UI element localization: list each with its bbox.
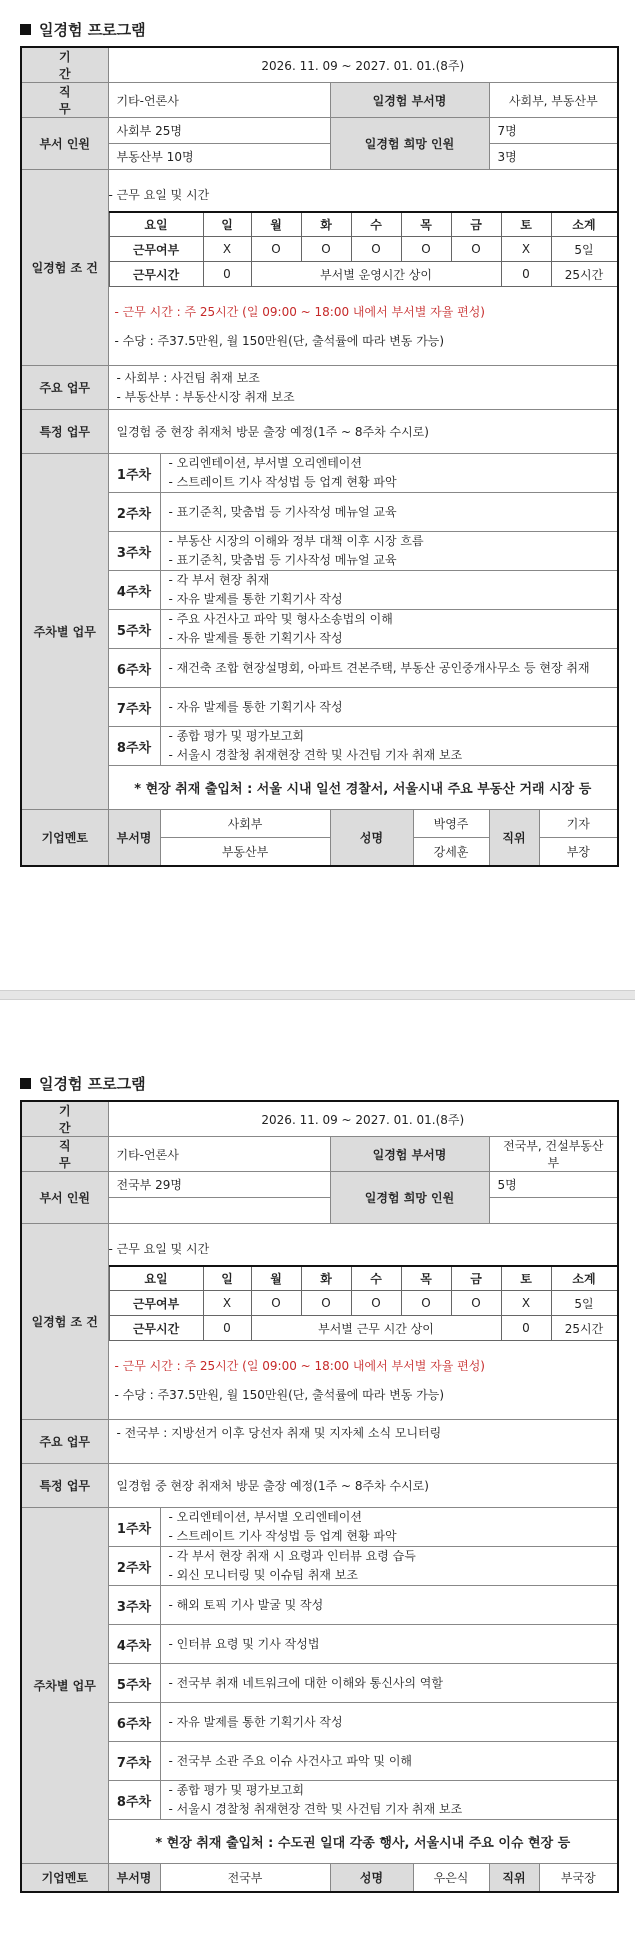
cond-title: - 근무 요일 및 시간 xyxy=(108,187,210,202)
program-table xyxy=(20,46,619,867)
hours-row xyxy=(109,1316,617,1341)
hours-mid: 부서별 운영시간 상이 xyxy=(251,262,501,287)
sched-head-5: 목 xyxy=(401,1266,451,1291)
week-label: 8주차 xyxy=(108,727,160,766)
work-row-label: 근무여부 xyxy=(109,237,203,262)
week-label: 5주차 xyxy=(108,610,160,649)
heading-text: 일경험 프로그램 xyxy=(39,20,146,39)
hours-total: 25시간 xyxy=(551,262,617,287)
sched-head-3: 화 xyxy=(301,1266,351,1291)
task-line: - 서울시 경찰청 취재현장 견학 및 사건팀 기자 취재 보조 xyxy=(168,748,463,762)
mentor-name-label: 성명 xyxy=(330,1864,413,1892)
period-value: 2026. 11. 09 ~ 2027. 01. 01.(8주) xyxy=(108,47,618,83)
sched-head-6: 금 xyxy=(451,1266,501,1291)
hope-value-2 xyxy=(489,1198,618,1224)
week-tasks xyxy=(160,1586,618,1625)
mentor-dept: 부동산부 xyxy=(160,838,330,866)
dept-value: 전국부, 건설부동산부 xyxy=(489,1137,618,1172)
task-line: - 인터뷰 요령 및 기사 작성법 xyxy=(168,1636,320,1651)
job-label: 직 무 xyxy=(21,83,108,118)
site-note: * 현장 취재 출입처 : 수도권 일대 각종 행사, 서울시내 주요 이슈 현장 등 xyxy=(108,1820,618,1864)
main-label: 주요 업무 xyxy=(21,1420,108,1464)
cond-cell xyxy=(108,170,618,366)
hours-mid: 부서별 근무 시간 상이 xyxy=(251,1316,501,1341)
week-label: 6주차 xyxy=(108,1703,160,1742)
task-line: - 자유 발제를 통한 기획기사 작성 xyxy=(168,631,343,645)
sched-head-7: 토 xyxy=(501,1266,551,1291)
week-label: 7주차 xyxy=(108,1742,160,1781)
main-duty: - 전국부 : 지방선거 이후 당선자 취재 및 지자체 소식 모니터링 xyxy=(116,1426,442,1440)
week-tasks xyxy=(160,688,618,727)
hope-value-1: 7명 xyxy=(489,118,618,144)
dept-label: 일경험 부서명 xyxy=(330,1137,489,1172)
hours-note: - 근무 시간 : 주 25시간 (일 09:00 ~ 18:00 내에서 부서별 자율 편성) xyxy=(114,305,485,320)
week-label: 4주차 xyxy=(108,1625,160,1664)
sched-head-2: 월 xyxy=(251,1266,301,1291)
hours-row xyxy=(109,262,617,287)
hours-row-label: 근무시간 xyxy=(109,262,203,287)
main-duties xyxy=(108,366,618,410)
mentor-name-label: 성명 xyxy=(330,810,413,866)
task-line: - 오리엔테이션, 부서별 오리엔테이션 xyxy=(168,456,362,470)
program-table xyxy=(20,1100,619,1893)
week-tasks xyxy=(160,1625,618,1664)
hope-value-2: 3명 xyxy=(489,144,618,170)
task-line: - 자유 발제를 통한 기획기사 작성 xyxy=(168,592,343,606)
mentor-pos-label: 직위 xyxy=(489,810,539,866)
staff-value-2 xyxy=(108,1198,330,1224)
task-line: - 표기준칙, 맞춤법 등 기사작성 메뉴얼 교육 xyxy=(168,504,397,519)
week-tasks xyxy=(160,1742,618,1781)
task-line: - 자유 발제를 통한 기획기사 작성 xyxy=(168,1714,343,1729)
week-tasks xyxy=(160,532,618,571)
mentor-pos-label: 직위 xyxy=(489,1864,539,1892)
work-cell: O xyxy=(451,1291,501,1316)
week-label: 2주차 xyxy=(108,1547,160,1586)
mentor-pos: 기자 xyxy=(539,810,618,838)
main-duties xyxy=(108,1420,618,1464)
work-cell: O xyxy=(301,237,351,262)
sched-head-4: 수 xyxy=(351,1266,401,1291)
week-tasks xyxy=(160,1703,618,1742)
staff-label: 부서 인원 xyxy=(21,118,108,170)
task-line: - 해외 토픽 기사 발굴 및 작성 xyxy=(168,1597,324,1612)
work-cell: O xyxy=(451,237,501,262)
square-bullet-icon xyxy=(20,24,31,35)
sched-head-7: 토 xyxy=(501,212,551,237)
work-cell: O xyxy=(301,1291,351,1316)
sched-head-1: 일 xyxy=(203,212,251,237)
task-line: - 각 부서 현장 취재 xyxy=(168,573,270,587)
work-cell: X xyxy=(501,237,551,262)
hours-sat: 0 xyxy=(501,262,551,287)
mentor-pos: 부국장 xyxy=(539,1864,618,1892)
cond-cell xyxy=(108,1224,618,1420)
mentor-dept: 사회부 xyxy=(160,810,330,838)
task-line: - 주요 사건사고 파악 및 형사소송법의 이해 xyxy=(168,612,393,626)
special-value: 일경험 중 현장 취재처 방문 출장 예정(1주 ~ 8주차 수시로) xyxy=(108,410,618,454)
hours-sun: 0 xyxy=(203,262,251,287)
task-line: - 종합 평가 및 평가보고회 xyxy=(168,1783,305,1797)
task-line: - 서울시 경찰청 취재현장 견학 및 사건팀 기자 취재 보조 xyxy=(168,1802,463,1816)
mentor-dept-label: 부서명 xyxy=(108,1864,160,1892)
cond-label: 일경험 조 건 xyxy=(21,1224,108,1420)
mentor-name: 박영주 xyxy=(413,810,489,838)
work-cell: O xyxy=(401,1291,451,1316)
work-cell: 5일 xyxy=(551,237,617,262)
square-bullet-icon xyxy=(20,1078,31,1089)
sched-head-0: 요일 xyxy=(109,212,203,237)
staff-value-1: 전국부 29명 xyxy=(108,1172,330,1198)
period-value: 2026. 11. 09 ~ 2027. 01. 01.(8주) xyxy=(108,1101,618,1137)
week-tasks xyxy=(160,571,618,610)
task-line: - 오리엔테이션, 부서별 오리엔테이션 xyxy=(168,1510,362,1524)
work-cell: O xyxy=(401,237,451,262)
pay-note: - 수당 : 주37.5만원, 월 150만원(단, 출석률에 따라 변동 가능) xyxy=(114,334,445,349)
schedule-head-row xyxy=(109,212,617,237)
main-duty: - 사회부 : 사건팀 취재 보조 xyxy=(116,370,260,385)
special-label: 특정 업무 xyxy=(21,410,108,454)
week-tasks xyxy=(160,493,618,532)
sched-head-5: 목 xyxy=(401,212,451,237)
week-tasks xyxy=(160,1547,618,1586)
task-line: - 재건축 조합 현장설명회, 아파트 견본주택, 부동산 공인중개사무소 등 현장 취재 xyxy=(168,660,590,675)
hours-row-label: 근무시간 xyxy=(109,1316,203,1341)
staff-value-1: 사회부 25명 xyxy=(108,118,330,144)
sched-head-1: 일 xyxy=(203,1266,251,1291)
hours-sat: 0 xyxy=(501,1316,551,1341)
special-value: 일경험 중 현장 취재처 방문 출장 예정(1주 ~ 8주차 수시로) xyxy=(108,1464,618,1508)
work-row xyxy=(109,237,617,262)
task-line: - 종합 평가 및 평가보고회 xyxy=(168,729,305,743)
work-cell: O xyxy=(351,1291,401,1316)
week-label: 1주차 xyxy=(108,1508,160,1547)
hours-note: - 근무 시간 : 주 25시간 (일 09:00 ~ 18:00 내에서 부서별 자율 편성) xyxy=(114,1359,485,1374)
schedule-table xyxy=(109,211,618,288)
page-divider xyxy=(0,990,635,1000)
site-note: * 현장 취재 출입처 : 서울 시내 일선 경찰서, 서울시내 주요 부동산 거래 시장 등 xyxy=(108,766,618,810)
mentor-pos: 부장 xyxy=(539,838,618,866)
week-label: 8주차 xyxy=(108,1781,160,1820)
task-line: - 표기준칙, 맞춤법 등 기사작성 메뉴얼 교육 xyxy=(168,553,397,567)
sched-head-2: 월 xyxy=(251,212,301,237)
task-line: - 자유 발제를 통한 기획기사 작성 xyxy=(168,699,343,714)
week-tasks xyxy=(160,454,618,493)
period-label: 기 간 xyxy=(21,47,108,83)
week-tasks xyxy=(160,1781,618,1820)
sched-head-4: 수 xyxy=(351,212,401,237)
mentor-dept: 전국부 xyxy=(160,1864,330,1892)
dept-value: 사회부, 부동산부 xyxy=(489,83,618,118)
pay-note: - 수당 : 주37.5만원, 월 150만원(단, 출석률에 따라 변동 가능) xyxy=(114,1388,445,1403)
program-heading xyxy=(20,1072,615,1094)
task-line: - 전국부 소관 주요 이슈 사건사고 파악 및 이해 xyxy=(168,1753,413,1768)
week-tasks xyxy=(160,610,618,649)
cond-title: - 근무 요일 및 시간 xyxy=(108,1241,210,1256)
week-label: 2주차 xyxy=(108,493,160,532)
sched-head-8: 소계 xyxy=(551,1266,617,1291)
sched-head-8: 소계 xyxy=(551,212,617,237)
sched-head-0: 요일 xyxy=(109,1266,203,1291)
task-line: - 외신 모니터링 및 이슈팀 취재 보조 xyxy=(168,1568,359,1582)
hours-sun: 0 xyxy=(203,1316,251,1341)
work-cell: X xyxy=(203,237,251,262)
hope-value-1: 5명 xyxy=(489,1172,618,1198)
job-value: 기타-언론사 xyxy=(108,1137,330,1172)
hope-label: 일경험 희망 인원 xyxy=(330,118,489,170)
task-line: - 각 부서 현장 취재 시 요령과 인터뷰 요령 습득 xyxy=(168,1549,416,1563)
task-line: - 스트레이트 기사 작성법 등 업계 현황 파악 xyxy=(168,475,397,489)
schedule-head-row xyxy=(109,1266,617,1291)
schedule-table xyxy=(109,1265,618,1342)
period-label: 기 간 xyxy=(21,1101,108,1137)
work-cell: X xyxy=(501,1291,551,1316)
task-line: - 전국부 취재 네트워크에 대한 이해와 통신사의 역할 xyxy=(168,1675,443,1690)
week-tasks xyxy=(160,1664,618,1703)
weekly-label: 주차별 업무 xyxy=(21,454,108,810)
special-label: 특정 업무 xyxy=(21,1464,108,1508)
mentor-label: 기업멘토 xyxy=(21,1864,108,1892)
work-cell: O xyxy=(251,1291,301,1316)
week-tasks xyxy=(160,649,618,688)
work-cell: O xyxy=(351,237,401,262)
task-line: - 스트레이트 기사 작성법 등 업계 현황 파악 xyxy=(168,1529,397,1543)
work-row xyxy=(109,1291,617,1316)
sched-head-3: 화 xyxy=(301,212,351,237)
week-label: 1주차 xyxy=(108,454,160,493)
work-cell: 5일 xyxy=(551,1291,617,1316)
main-duty: - 부동산부 : 부동산시장 취재 보조 xyxy=(116,389,295,404)
program-sheet-2 xyxy=(0,1000,635,1944)
hope-label: 일경험 희망 인원 xyxy=(330,1172,489,1224)
week-label: 4주차 xyxy=(108,571,160,610)
mentor-dept-label: 부서명 xyxy=(108,810,160,866)
mentor-name: 강세훈 xyxy=(413,838,489,866)
staff-value-2: 부동산부 10명 xyxy=(108,144,330,170)
week-label: 7주차 xyxy=(108,688,160,727)
job-label: 직 무 xyxy=(21,1137,108,1172)
week-label: 3주차 xyxy=(108,532,160,571)
week-tasks xyxy=(160,1508,618,1547)
weekly-label: 주차별 업무 xyxy=(21,1508,108,1864)
job-value: 기타-언론사 xyxy=(108,83,330,118)
week-label: 6주차 xyxy=(108,649,160,688)
week-label: 5주차 xyxy=(108,1664,160,1703)
work-row-label: 근무여부 xyxy=(109,1291,203,1316)
staff-label: 부서 인원 xyxy=(21,1172,108,1224)
dept-label: 일경험 부서명 xyxy=(330,83,489,118)
week-label: 3주차 xyxy=(108,1586,160,1625)
sched-head-6: 금 xyxy=(451,212,501,237)
hours-total: 25시간 xyxy=(551,1316,617,1341)
heading-text: 일경험 프로그램 xyxy=(39,1074,146,1093)
mentor-name: 우은식 xyxy=(413,1864,489,1892)
cond-label: 일경험 조 건 xyxy=(21,170,108,366)
main-label: 주요 업무 xyxy=(21,366,108,410)
work-cell: X xyxy=(203,1291,251,1316)
mentor-label: 기업멘토 xyxy=(21,810,108,866)
program-heading xyxy=(20,18,615,40)
work-cell: O xyxy=(251,237,301,262)
task-line: - 부동산 시장의 이해와 정부 대책 이후 시장 흐름 xyxy=(168,534,424,548)
week-tasks xyxy=(160,727,618,766)
